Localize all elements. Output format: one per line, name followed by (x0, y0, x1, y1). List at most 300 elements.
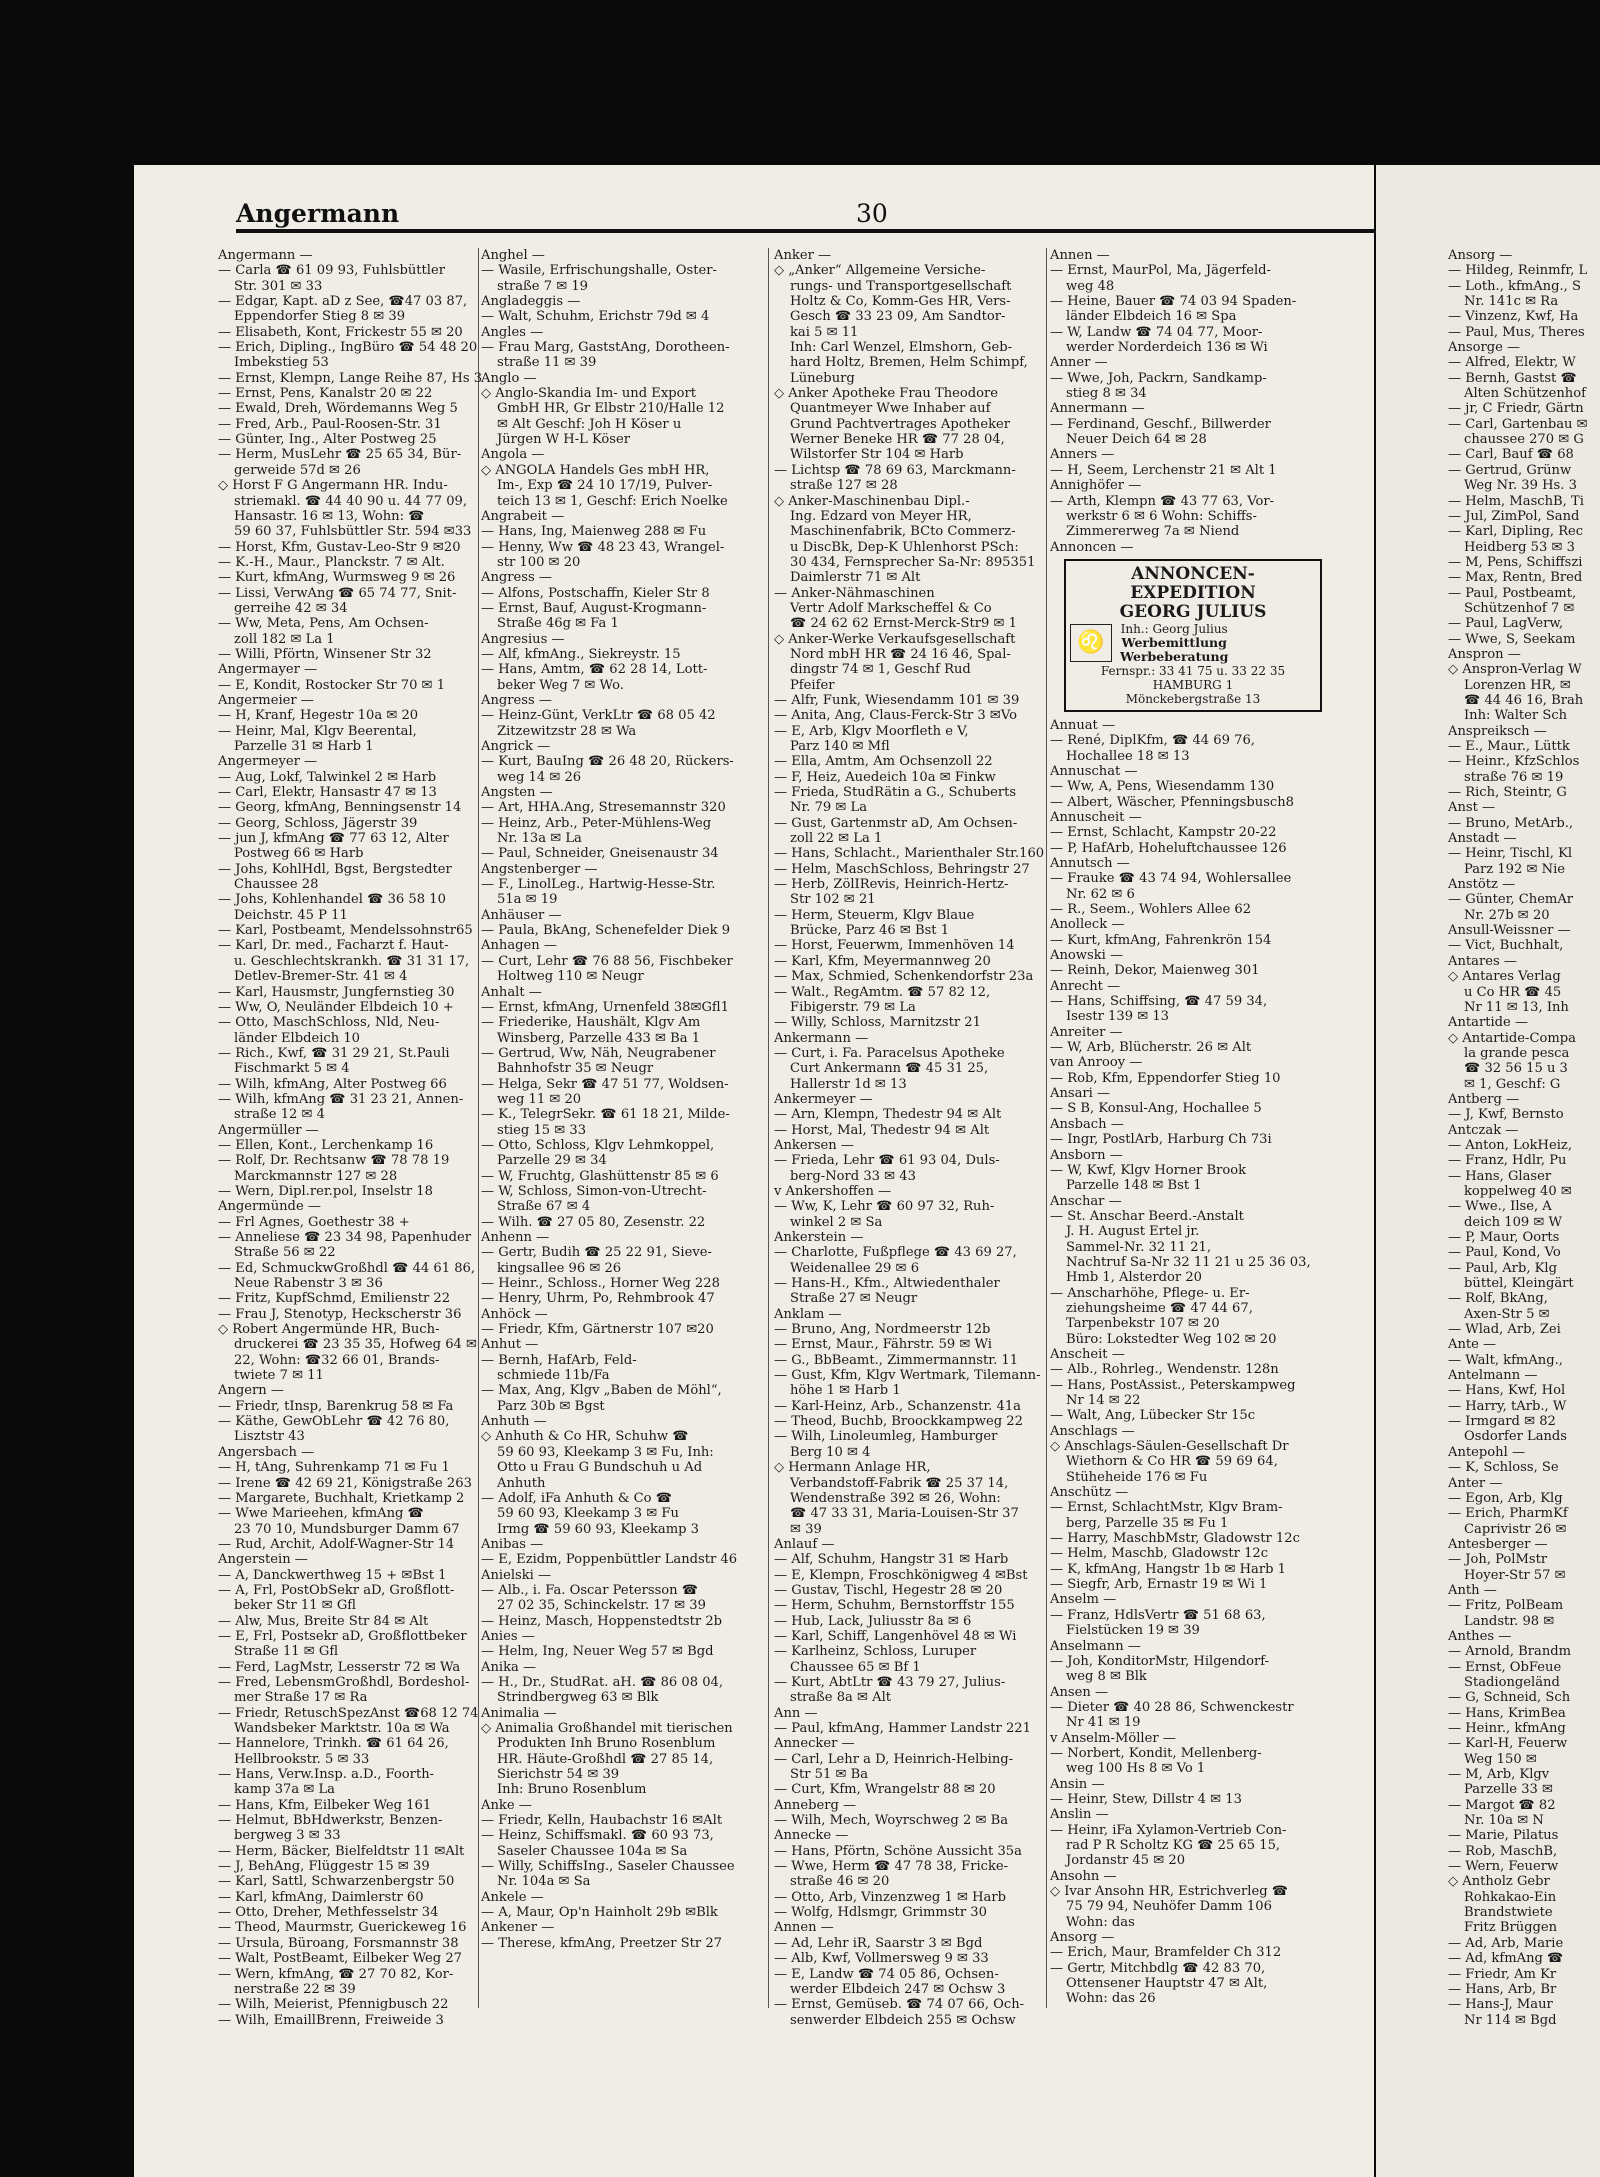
directory-entry-line: Anhuth — (481, 1414, 547, 1430)
directory-entry-line: Angress — (481, 692, 552, 708)
directory-entry-line: — Curt, Kfm, Wrangelstr 88 ✉ 20 (774, 1782, 996, 1798)
directory-entry-line: Anter — (1448, 1475, 1503, 1491)
directory-entry-line: Berg 10 ✉ 4 (790, 1444, 871, 1460)
directory-entry-line: — Karl, kfmAng, Daimlerstr 60 (218, 1889, 424, 1905)
page-header (236, 199, 1421, 227)
directory-entry-line: Angern — (218, 1383, 284, 1399)
directory-entry-line: Deichstr. 45 P 11 (234, 907, 348, 923)
directory-entry-line: — Hans, KrimBea (1448, 1705, 1566, 1721)
directory-entry-line: — Herm, Schuhm, Bernstorffstr 155 (774, 1598, 1015, 1614)
directory-entry-line: Ankermeyer — (774, 1091, 873, 1107)
directory-entry-line: Annermann — (1050, 401, 1145, 417)
directory-entry-line: Parz 140 ✉ Mfl (790, 739, 890, 754)
directory-entry-line: — Käthe, GewObLehr ☎ 42 76 80, (218, 1414, 450, 1430)
directory-entry-line: — Frieda, StudRätin a G., Schuberts (774, 785, 1017, 801)
directory-entry-line: Str. 301 ✉ 33 (234, 278, 323, 294)
directory-entry-line: Antartide — (1448, 1015, 1529, 1031)
directory-entry-line: Fielstücken 19 ✉ 39 (1066, 1623, 1200, 1639)
directory-entry-line: — Frl Agnes, Goethestr 38 + (218, 1214, 410, 1230)
directory-entry-line: — Helm, MaschB, Ti (1448, 493, 1584, 509)
directory-entry-line: ◇ Anglo-Skandia Im- und Export (481, 386, 696, 402)
directory-entry-line: berg, Parzelle 35 ✉ Fu 1 (1066, 1515, 1229, 1531)
directory-entry-line: — Paul, Postbeamt, (1448, 585, 1577, 601)
directory-entry-line: Angladeggis — (481, 294, 581, 310)
directory-entry-line: Produkten Inh Bruno Rosenblum (497, 1736, 716, 1752)
directory-entry-line: — Wilh, EmaillBrenn, Freiweide 3 (218, 2012, 444, 2028)
directory-entry-line: ziehungsheime ☎ 47 44 67, (1066, 1300, 1253, 1316)
directory-entry-line: — Heinr., kfmAng (1448, 1721, 1566, 1736)
directory-entry-line: ☎ 47 33 31, Maria-Louisen-Str 37 (790, 1506, 1019, 1522)
directory-entry-line: Anika — (481, 1659, 537, 1675)
directory-entry-line: hard Holtz, Bremen, Helm Schimpf, (790, 355, 1028, 371)
directory-entry-line: weg 8 ✉ Blk (1066, 1669, 1147, 1685)
directory-entry-line: — Kurt, kfmAng, Wurmsweg 9 ✉ 26 (218, 570, 456, 586)
directory-entry-line: Hoyer-Str 57 ✉ (1464, 1567, 1566, 1583)
directory-entry-line: Antesberger — (1448, 1536, 1548, 1552)
directory-entry-line: — Friedr, tInsp, Barenkrug 58 ✉ Fa (218, 1398, 454, 1414)
directory-entry-line: ◇ Antholz Gebr (1448, 1874, 1550, 1890)
directory-entry-line: — Ernst, Schlacht, Kampstr 20-22 (1050, 825, 1277, 841)
directory-entry-line: Ansborn — (1050, 1147, 1123, 1163)
directory-entry-line: — E, Kondit, Rostocker Str 70 ✉ 1 (218, 677, 446, 693)
directory-entry-line: — J, BehAng, Flüggestr 15 ✉ 39 (218, 1859, 430, 1875)
directory-entry-line: — Bruno, MetArb., (1448, 815, 1574, 831)
directory-entry-line: — Heinz, Masch, Hoppenstedtstr 2b (481, 1613, 723, 1629)
directory-entry-line: — Ursula, Büroang, Forsmannstr 38 (218, 1935, 459, 1951)
directory-entry-line: teich 13 ✉ 1, Geschf: Erich Noelke (497, 493, 728, 509)
directory-entry-line: Otto u Frau G Bundschuh u Ad (497, 1460, 703, 1476)
directory-entry-line: Hallerstr 1d ✉ 13 (790, 1076, 907, 1092)
directory-entry-line: — Bernh, Gastst ☎ (1448, 370, 1577, 386)
directory-entry-line: — Hans-H., Kfm., Altwiedenthaler (774, 1276, 1000, 1292)
directory-entry-line: — Wolfg, Hdlsmgr, Grimmstr 30 (774, 1905, 987, 1921)
directory-entry-line: straße 127 ✉ 28 (790, 478, 898, 494)
directory-entry-line: — Lissi, VerwAng ☎ 65 74 77, Snit- (218, 585, 457, 601)
directory-entry-line: Ansbach — (1050, 1116, 1124, 1132)
directory-entry-line: Ankermann — (774, 1030, 869, 1046)
directory-entry-line: kamp 37a ✉ La (234, 1782, 335, 1798)
directory-entry-line: Ansull-Weissner — (1448, 923, 1571, 939)
directory-entry-line: Marckmannstr 127 ✉ 28 (234, 1168, 398, 1184)
directory-entry-line: Anker — (774, 248, 832, 263)
directory-entry-line: — Charlotte, Fußpflege ☎ 43 69 27, (774, 1245, 1017, 1261)
ad-owner: Inh.: Georg Julius (1120, 621, 1228, 636)
directory-entry-line: Anscheit — (1050, 1346, 1125, 1362)
directory-entry-line: — Helmut, BbHdwerkstr, Benzen- (218, 1813, 443, 1829)
directory-entry-line: Nord mbH HR ☎ 24 16 46, Spal- (790, 646, 1011, 662)
directory-entry-line: straße 12 ✉ 4 (234, 1107, 325, 1123)
directory-entry-line: Annuat — (1050, 717, 1116, 733)
directory-entry-line: — Horst, Kfm, Gustav-Leo-Str 9 ✉20 (218, 539, 461, 555)
directory-entry-line: Antberg — (1448, 1091, 1520, 1107)
directory-entry-line: ◇ Ivar Ansohn HR, Estrichverleg ☎ (1050, 1884, 1289, 1899)
directory-entry-line: Zimmererweg 7a ✉ Niend (1066, 524, 1240, 540)
directory-entry-line: — Heinz, Schiffsmakl. ☎ 60 93 73, (481, 1828, 714, 1844)
directory-entry-line: Str 51 ✉ Ba (790, 1767, 869, 1783)
directory-entry-line: — Ewald, Dreh, Wördemanns Weg 5 (218, 401, 458, 417)
directory-entry-line: — Otto, Arb, Vinzenzweg 1 ✉ Harb (774, 1889, 1006, 1905)
directory-entry-line: Anschütz — (1050, 1485, 1129, 1501)
directory-entry-line: — Friedr, Am Kr (1448, 1966, 1557, 1982)
directory-entry-line: druckerei ☎ 23 35 35, Hofweg 64 ✉ (234, 1337, 477, 1353)
directory-entry-line: — Rolf, Dr. Rechtsanw ☎ 78 78 19 (218, 1153, 450, 1169)
directory-entry-line: Anolleck — (1050, 917, 1125, 933)
directory-entry-line: Wandsbeker Marktstr. 10a ✉ Wa (234, 1721, 450, 1736)
directory-entry-line: Anspreiksch — (1448, 723, 1547, 739)
directory-entry-line: — Paul, Schneider, Gneisenaustr 34 (481, 846, 719, 862)
directory-entry-line: — Carla ☎ 61 09 93, Fuhlsbüttler (218, 263, 445, 279)
directory-entry-line: — W, Kwf, Klgv Horner Brook (1050, 1162, 1247, 1178)
directory-entry-line: — Fred, Arb., Paul-Roosen-Str. 31 (218, 416, 442, 432)
ad-service-2: Werbeberatung (1120, 648, 1229, 664)
directory-entry-line: Detlev-Bremer-Str. 41 ✉ 4 (234, 969, 408, 985)
directory-entry-line: Anhöck — (481, 1306, 548, 1322)
directory-entry-line: ◇ „Anker“ Allgemeine Versiche- (774, 263, 986, 279)
directory-entry-line: Wendenstraße 392 ✉ 26, Wohn: (790, 1490, 1001, 1506)
directory-entry-line: Straße 27 ✉ Neugr (790, 1291, 918, 1307)
directory-entry-line: — jr, C Friedr, Gärtn (1448, 401, 1584, 417)
directory-entry-line: Anowski — (1050, 948, 1124, 964)
directory-entry-line: — Heinr, Mal, Klgv Beerental, (218, 723, 417, 739)
directory-entry-line: — Max, Rentn, Bred (1448, 570, 1583, 586)
directory-entry-line: — F., LinolLeg., Hartwig-Hesse-Str. (481, 877, 716, 893)
directory-entry-line: — Joh, KonditorMstr, Hilgendorf- (1050, 1653, 1270, 1669)
directory-entry-line: ◇ ANGOLA Handels Ges mbH HR, (481, 462, 710, 478)
directory-entry-line: — Ernst, Pens, Kanalstr 20 ✉ 22 (218, 386, 433, 402)
directory-entry-line: Stüheheide 176 ✉ Fu (1066, 1469, 1208, 1485)
directory-entry-line: Wilstorfer Str 104 ✉ Harb (790, 447, 964, 463)
directory-entry-line: — Karl, Kfm, Meyermannweg 20 (774, 953, 991, 969)
directory-entry-line: — Otto, Dreher, Methfesselstr 34 (218, 1905, 439, 1921)
directory-entry-line: — W, Schloss, Simon-von-Utrecht- (481, 1183, 707, 1199)
directory-entry-line: Brandstwiete (1464, 1905, 1553, 1921)
directory-entry-line: — Ferd, LagMstr, Lesserstr 72 ✉ Wa (218, 1659, 461, 1675)
directory-entry-line: Parz 30b ✉ Bgst (497, 1398, 605, 1414)
directory-entry-line: — W, Fruchtg, Glashüttenstr 85 ✉ 6 (481, 1168, 719, 1184)
directory-entry-line: — Art, HHA.Ang, Stresemannstr 320 (481, 800, 726, 816)
directory-entry-line: — Helga, Sekr ☎ 47 51 77, Woldsen- (481, 1076, 729, 1092)
directory-entry-line: Anreiter — (1050, 1024, 1123, 1040)
directory-entry-line: — Hans, Verw.Insp. a.D., Foorth- (218, 1767, 435, 1783)
directory-entry-line: gerreihe 42 ✉ 34 (234, 600, 348, 616)
header-rule (236, 229, 1421, 233)
directory-entry-line: — Paul, Mus, Theres (1448, 324, 1585, 340)
directory-entry-line: — Wwe, Herm ☎ 47 78 38, Fricke- (774, 1859, 1009, 1875)
directory-entry-line: — Ernst, kfmAng, Urnenfeld 38✉Gfl1 (481, 999, 729, 1015)
directory-entry-line: — E, Landw ☎ 74 05 86, Ochsen- (774, 1966, 999, 1982)
directory-entry-line: Im-, Exp ☎ 24 10 17/19, Pulver- (497, 478, 713, 494)
ad-title-line-1: ANNONCEN-EXPEDITION (1130, 563, 1256, 603)
directory-entry-line: — Alf, kfmAng., Siekreystr. 15 (481, 646, 681, 662)
directory-entry-line: Anneberg — (774, 1797, 857, 1813)
directory-entry-line: Vertr Adolf Markscheffel & Co (790, 600, 992, 616)
directory-entry-line: — P, HafArb, Hoheluftchaussee 126 (1050, 840, 1287, 856)
directory-entry-line: beker Weg 7 ✉ Wo. (497, 677, 624, 693)
annoncen-advertisement (1064, 559, 1322, 712)
directory-entry-line: Fibigerstr. 79 ✉ La (790, 999, 916, 1015)
directory-entry-line: — H, Kranf, Hegestr 10a ✉ 20 (218, 708, 419, 724)
directory-entry-line: Straße 56 ✉ 22 (234, 1245, 336, 1261)
directory-entry-line: Hmb 1, Alsterdor 20 (1066, 1270, 1203, 1286)
directory-entry-line: Hansastr. 16 ✉ 13, Wohn: ☎ (234, 508, 425, 524)
directory-entry-line: — Theod, Buchb, Broockkampweg 22 (774, 1414, 1023, 1430)
directory-entry-line: weg 100 Hs 8 ✉ Vo 1 (1066, 1761, 1206, 1777)
directory-entry-line: — E., Maur., Lüttk (1448, 739, 1570, 754)
directory-entry-line: — Frau Marg, GaststAng, Dorotheen- (481, 340, 730, 356)
directory-entry-line: — Alfred, Elektr, W (1448, 355, 1576, 371)
directory-entry-line: Zitzewitzstr 28 ✉ Wa (497, 723, 637, 739)
directory-entry-line: Inh: Walter Sch (1464, 708, 1568, 724)
directory-entry-line: — Wilh, kfmAng ☎ 31 23 21, Annen- (218, 1091, 464, 1107)
directory-entry-line: Ansin — (1050, 1776, 1105, 1792)
directory-entry-line: Fritz Brüggen (1464, 1920, 1558, 1936)
directory-entry-line: — Karl, Schiff, Langenhövel 48 ✉ Wi (774, 1628, 1017, 1644)
directory-entry-line: — Ww, K, Lehr ☎ 60 97 32, Ruh- (774, 1199, 995, 1215)
directory-entry-line: Antares — (1448, 953, 1517, 969)
directory-entry-line: — Walt, PostBeamt, Eilbeker Weg 27 (218, 1951, 462, 1967)
directory-entry-line: Anghel — (481, 248, 545, 263)
directory-entry-line: — Carl, Gartenbau ✉ (1448, 416, 1588, 432)
directory-entry-line: Axen-Str 5 ✉ (1464, 1306, 1550, 1322)
directory-entry-line: ◇ Anhuth & Co HR, Schuhw ☎ (481, 1429, 689, 1445)
directory-entry-line: — Rich, Steintr, G (1448, 785, 1567, 801)
directory-entry-line: Nachtruf Sa-Nr 32 11 21 u 25 36 03, (1066, 1254, 1311, 1270)
directory-entry-line: Annutsch — (1050, 855, 1130, 871)
directory-entry-line: senwerder Elbdeich 255 ✉ Ochsw (790, 2012, 1016, 2028)
directory-entry-line: kai 5 ✉ 11 (790, 324, 859, 340)
directory-entry-line: — K, Schloss, Se (1448, 1460, 1559, 1476)
directory-entry-line: — A, Danckwerthweg 15 + ✉Bst 1 (218, 1567, 447, 1583)
directory-entry-line: ◇ Anspron-Verlag W (1448, 662, 1582, 678)
directory-entry-line: — Heinr., Schloss., Horner Weg 228 (481, 1276, 720, 1292)
directory-entry-line: Angermeier — (218, 692, 314, 708)
directory-entry-line: werkstr 6 ✉ 6 Wohn: Schiffs- (1066, 508, 1257, 524)
directory-entry-line: Parzelle 148 ✉ Bst 1 (1066, 1178, 1202, 1194)
directory-entry-line: — Norbert, Kondit, Mellenberg- (1050, 1745, 1262, 1761)
directory-column-3 (774, 248, 1048, 2038)
directory-entry-line: — Herm, MusLehr ☎ 25 65 34, Bür- (218, 447, 462, 463)
directory-entry-line: — M, Pens, Schiffszi (1448, 554, 1583, 570)
directory-entry-line: werder Elbdeich 247 ✉ Ochsw 3 (790, 1981, 1006, 1997)
directory-column-1 (218, 248, 482, 2038)
directory-entry-line: Anschar — (1050, 1193, 1122, 1209)
directory-entry-line: Angermann — (218, 248, 313, 263)
directory-entry-line: twiete 7 ✉ 11 (234, 1368, 324, 1384)
directory-entry-line: — Vict, Buchhalt, (1448, 938, 1564, 954)
directory-entry-line: Sierichstr 54 ✉ 39 (497, 1767, 620, 1783)
directory-entry-line: — Walt, Ang, Lübecker Str 15c (1050, 1408, 1256, 1424)
directory-entry-line: Parzelle 29 ✉ 34 (497, 1153, 607, 1169)
directory-entry-line: — Ww, O, Neuländer Elbdeich 10 + (218, 999, 454, 1015)
directory-entry-line: — Ernst, Gemüseb. ☎ 74 07 66, Och- (774, 1997, 1025, 2013)
directory-entry-line: — Rich., Kwf, ☎ 31 29 21, St.Pauli (218, 1045, 450, 1061)
directory-entry-line: 75 79 94, Neuhöfer Damm 106 (1066, 1899, 1272, 1915)
directory-entry-line: — Margarete, Buchhalt, Krietkamp 2 (218, 1490, 465, 1506)
directory-entry-line: Verbandstoff-Fabrik ☎ 25 37 14, (790, 1475, 1009, 1491)
directory-entry-line: — Jul, ZimPol, Sand (1448, 508, 1580, 524)
directory-entry-line: — Rolf, BkAng, (1448, 1291, 1548, 1307)
directory-entry-line: v Ankershoffen — (774, 1183, 892, 1199)
directory-entry-line: — Hans, Kwf, Hol (1448, 1383, 1566, 1399)
directory-entry-line: — Heinr., KfzSchlos (1448, 754, 1580, 770)
directory-entry-line: — Curt, Lehr ☎ 76 88 56, Fischbeker (481, 953, 733, 969)
directory-entry-line: länder Elbdeich 10 (234, 1030, 361, 1046)
directory-entry-line: Angermayer — (218, 662, 318, 678)
directory-entry-line: koppelweg 40 ✉ (1464, 1183, 1572, 1199)
column-4-top-entries (1050, 248, 1322, 555)
directory-entry-line: — Aug, Lokf, Talwinkel 2 ✉ Harb (218, 769, 437, 785)
directory-entry-line: — E, Arb, Klgv Moorfleth e V, (774, 723, 969, 739)
directory-entry-line: Nr 114 ✉ Bgd (1464, 2012, 1557, 2028)
directory-entry-line: Anhagen — (481, 938, 557, 954)
directory-entry-line: dingstr 74 ✉ 1, Geschf Rud (790, 662, 971, 678)
directory-entry-line: — Wilh, kfmAng, Alter Postweg 66 (218, 1076, 447, 1092)
directory-entry-line: — Karl, Dr. med., Facharzt f. Haut- (218, 938, 449, 954)
directory-entry-line: — Anita, Ang, Claus-Ferck-Str 3 ✉Vo (774, 708, 1018, 724)
directory-entry-line: Anselmann — (1050, 1638, 1141, 1654)
directory-entry-line: beker Str 11 ✉ Gfl (234, 1598, 357, 1614)
directory-entry-line: zoll 182 ✉ La 1 (234, 631, 335, 647)
directory-entry-line: ◇ Antartide-Compa (1448, 1030, 1576, 1046)
directory-entry-line: Anhut — (481, 1337, 539, 1353)
directory-entry-line: — Wilh. ☎ 27 05 80, Zesenstr. 22 (481, 1214, 706, 1230)
directory-entry-line: 23 70 10, Mundsburger Damm 67 (234, 1521, 460, 1537)
directory-entry-line: Weg 150 ✉ (1464, 1751, 1537, 1767)
directory-entry-line: — Günter, Ing., Alter Postweg 25 (218, 432, 437, 448)
directory-entry-line: — Wern, Feuerw (1448, 1859, 1559, 1875)
directory-entry-line: Rohkakao-Ein (1464, 1889, 1557, 1905)
directory-entry-line: ✉ 1, Geschf: G (1464, 1076, 1561, 1092)
directory-entry-line: Parzelle 33 ✉ (1464, 1782, 1554, 1798)
directory-entry-line: Annecker — (774, 1736, 855, 1752)
directory-entry-line: Ansen — (1050, 1684, 1109, 1700)
directory-entry-line: — Anton, LokHeiz, (1448, 1137, 1572, 1153)
directory-entry-line: — Henry, Uhrm, Po, Rehmbrook 47 (481, 1291, 715, 1307)
directory-entry-line: Annen — (774, 1920, 834, 1936)
directory-entry-line: — G., BbBeamt., Zimmermannstr. 11 (774, 1352, 1019, 1368)
directory-entry-line: — Georg, Schloss, Jägerstr 39 (218, 815, 418, 831)
directory-entry-line: — Carl, Elektr, Hansastr 47 ✉ 13 (218, 785, 437, 801)
directory-entry-line: — Wern, kfmAng, ☎ 27 70 82, Kor- (218, 1966, 454, 1982)
directory-entry-line: Straße 67 ✉ 4 (497, 1199, 591, 1215)
directory-entry-line: Nr. 13a ✉ La (497, 831, 582, 847)
directory-entry-line: Chaussee 28 (234, 877, 319, 893)
running-head-name: Angermann (236, 199, 400, 228)
directory-entry-line: — Joh, PolMstr (1448, 1552, 1548, 1568)
ad-city: HAMBURG 1 (1152, 677, 1234, 692)
directory-entry-line: — G, Schneid, Sch (1448, 1690, 1571, 1706)
directory-entry-line: Strindbergweg 63 ✉ Blk (497, 1690, 659, 1706)
directory-entry-line: — Harry, MaschbMstr, Gladowstr 12c (1050, 1531, 1300, 1547)
directory-entry-line: Wiethorn & Co HR ☎ 59 69 64, (1066, 1454, 1278, 1470)
directory-entry-line: — Hans, Schlacht., Marienthaler Str.160 (774, 846, 1045, 862)
directory-entry-line: ☎ 24 62 62 Ernst-Merck-Str9 ✉ 1 (790, 616, 1017, 632)
directory-entry-line: 27 02 35, Schinckelstr. 17 ✉ 39 (497, 1598, 706, 1614)
directory-entry-line: — Rud, Archit, Adolf-Wagner-Str 14 (218, 1536, 455, 1552)
directory-entry-line: — Paula, BkAng, Schenefelder Diek 9 (481, 923, 731, 939)
directory-entry-line: — Fritz, PolBeam (1448, 1598, 1564, 1614)
directory-entry-line: Daimlerstr 71 ✉ Alt (790, 570, 921, 586)
directory-entry-line: — Wasile, Erfrischungshalle, Oster- (481, 263, 717, 279)
directory-entry-line: HR. Häute-Großhdl ☎ 27 85 14, (497, 1751, 714, 1767)
directory-entry-line: Annighöfer — (1050, 478, 1142, 494)
directory-entry-line: Osdorfer Lands (1464, 1429, 1568, 1445)
directory-entry-line: 22, Wohn: ☎32 66 01, Brands- (234, 1352, 440, 1368)
directory-entry-line: — Hans, Kfm, Eilbeker Weg 161 (218, 1797, 432, 1813)
directory-entry-line: Annecke — (774, 1828, 849, 1844)
directory-entry-line: — Gertr, Budih ☎ 25 22 91, Sieve- (481, 1245, 712, 1261)
lion-emblem-icon: ♌ (1070, 624, 1112, 662)
directory-entry-line: — Heinz-Günt, VerkLtr ☎ 68 05 42 (481, 708, 716, 724)
directory-entry-line: — Heine, Bauer ☎ 74 03 94 Spaden- (1050, 294, 1297, 310)
directory-entry-line: — Alb, Kwf, Vollmersweg 9 ✉ 33 (774, 1951, 989, 1967)
directory-entry-line: Inh: Bruno Rosenblum (497, 1782, 647, 1798)
directory-entry-line: — Alw, Mus, Breite Str 84 ✉ Alt (218, 1613, 429, 1629)
directory-entry-line: gerweide 57d ✉ 26 (234, 462, 361, 478)
directory-entry-line: — Paul, LagVerw, (1448, 616, 1564, 632)
directory-entry-line: straße 11 ✉ 39 (497, 355, 597, 371)
directory-entry-line: — Anker-Nähmaschinen (774, 585, 935, 601)
directory-entry-line: Weidenallee 29 ✉ 6 (790, 1260, 920, 1276)
directory-entry-line: Anselm — (1050, 1592, 1117, 1608)
directory-column-4 (1050, 248, 1322, 2038)
directory-entry-line: Anners — (1050, 447, 1115, 463)
directory-entry-line: — Herm, Bäcker, Bielfeldtstr 11 ✉Alt (218, 1843, 465, 1859)
directory-entry-line: berg-Nord 33 ✉ 43 (790, 1168, 916, 1184)
directory-entry-line: — jun J, kfmAng ☎ 77 63 12, Alter (218, 831, 449, 847)
directory-entry-line: — H., Dr., StudRat. aH. ☎ 86 08 04, (481, 1674, 724, 1690)
directory-entry-line: u. Geschlechtskrankh. ☎ 31 31 17, (234, 953, 470, 969)
directory-entry-line: — Horst, Mal, Thedestr 94 ✉ Alt (774, 1122, 990, 1138)
directory-entry-line: — Hans, Schiffsing, ☎ 47 59 34, (1050, 994, 1268, 1010)
directory-entry-line: Ansari — (1050, 1086, 1111, 1102)
directory-entry-line: — Gertr, Mitchbdlg ☎ 42 83 70, (1050, 1960, 1266, 1976)
directory-entry-line: Annuschat — (1050, 763, 1138, 779)
directory-entry-line: Antepohl — (1448, 1444, 1526, 1460)
directory-entry-line: ◇ Animalia Großhandel mit tierischen (481, 1721, 733, 1736)
directory-column-2 (481, 248, 763, 2038)
directory-entry-line: — Georg, kfmAng, Benningsenstr 14 (218, 800, 462, 816)
directory-entry-line: ◇ Anker Apotheke Frau Theodore (774, 386, 999, 402)
directory-entry-line: striemakl. ☎ 44 40 90 u. 44 77 09, (234, 493, 468, 509)
directory-entry-line: Lisztstr 43 (234, 1429, 305, 1445)
directory-entry-line: — Rob, MaschB, (1448, 1843, 1558, 1859)
directory-entry-line: Landstr. 98 ✉ (1464, 1613, 1555, 1629)
directory-entry-line: — Irene ☎ 42 69 21, Königstraße 263 (218, 1475, 472, 1491)
directory-entry-line: rad P R Scholtz KG ☎ 25 65 15, (1066, 1837, 1281, 1853)
directory-entry-line: — K.-H., Maur., Planckstr. 7 ✉ Alt. (218, 554, 445, 570)
directory-entry-line: — M, Arb, Klgv (1448, 1767, 1550, 1783)
directory-entry-line: Anstadt — (1448, 831, 1517, 847)
directory-entry-line: — Ad, kfmAng ☎ (1448, 1951, 1564, 1967)
ad-title-line-2: GEORG JULIUS (1119, 601, 1267, 622)
directory-entry-line: — Herm, Steuerm, Klgv Blaue (774, 907, 975, 923)
directory-entry-line: Anglo — (481, 370, 537, 386)
directory-entry-line: — Wlad, Arb, Zei (1448, 1322, 1561, 1338)
directory-entry-line: straße 8a ✉ Alt (790, 1690, 892, 1706)
directory-entry-line: — Helm, Maschb, Gladowstr 12c (1050, 1546, 1269, 1562)
directory-entry-line: Pfeifer (790, 677, 835, 693)
directory-entry-line: — Hans, Amtm, ☎ 62 28 14, Lott- (481, 662, 708, 678)
directory-entry-line: Heidberg 53 ✉ 3 (1464, 539, 1575, 555)
directory-entry-line: straße 7 ✉ 19 (497, 278, 588, 294)
directory-entry-line: ◇ Anschlags-Säulen-Gesellschaft Dr (1050, 1439, 1289, 1455)
directory-entry-line: ◇ Anker-Maschinenbau Dipl.- (774, 493, 970, 509)
directory-entry-line: — Max, Ang, Klgv „Baben de Möhl“, (481, 1383, 722, 1399)
directory-entry-line: Angrabeit — (481, 508, 565, 524)
directory-entry-line: — Egon, Arb, Klg (1448, 1490, 1563, 1506)
directory-entry-line: — Alb., i. Fa. Oscar Petersson ☎ (481, 1582, 699, 1598)
